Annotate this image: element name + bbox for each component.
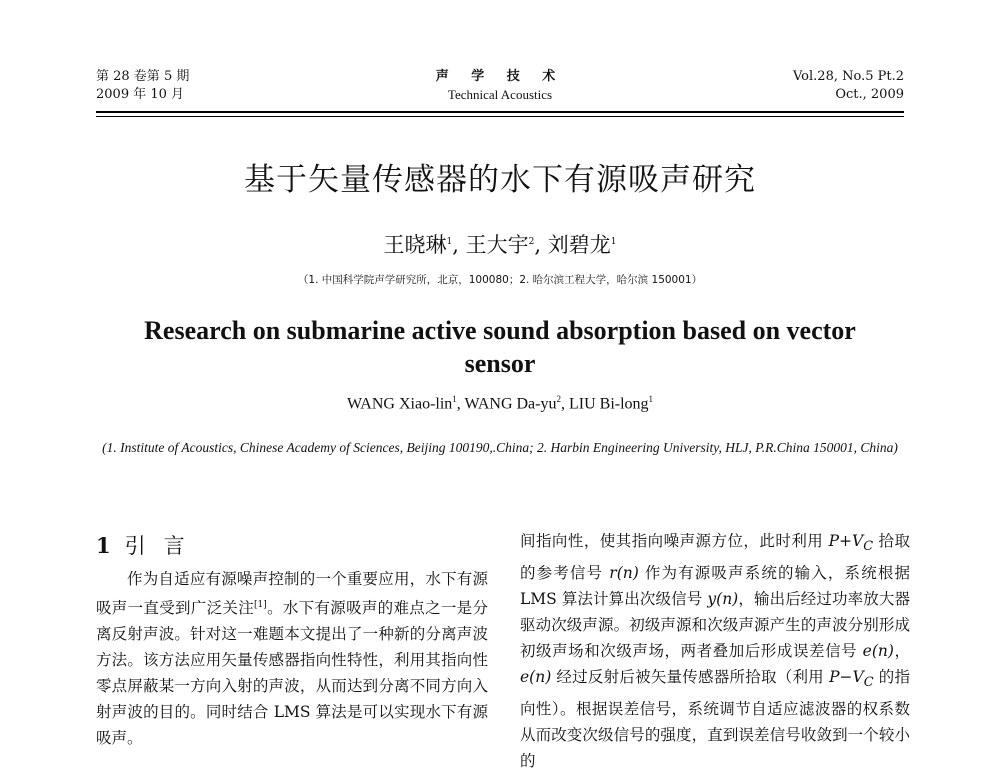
author-en-3: LIU Bi-long [568,395,649,413]
math-6-sub: C [863,675,874,691]
author-cn-3: 刘碧龙 [547,233,611,257]
math-6: P−V [829,668,864,687]
math-e-n-2: e(n) [520,668,552,687]
header-left [96,68,189,104]
author-cn-1-mark: 1 [446,237,453,247]
date-cn: 2009 年 10 月 [96,87,185,102]
math-y-n: y(n) [707,590,739,609]
author-en-2-mark: 2 [556,394,561,404]
math-1: P+V [828,532,864,550]
math-e-n-1: e(n) [862,642,894,661]
math-p-plus-vc [828,532,874,555]
title-cn: 基于矢量传感器的水下有源吸声研究 [244,162,756,198]
authors-en: WANG Xiao-lin$^1$, WANG $Da-yu^2$, LIU Bi-long$^1$ [346,394,654,413]
author-en-1-mark: 1 [452,394,457,404]
math-r-n: r(n) [609,564,639,583]
volume-cn: 第 28 卷第 5 期 [96,69,190,84]
header-center [380,68,620,104]
section-title: 引言 [124,534,203,558]
rc-text-6: 经过反射后被矢量传感器所拾取（利用 [551,668,830,687]
title-en: Research on submarine active sound absorption based on vector sensor [144,316,856,378]
section-heading [96,530,203,560]
author-en-2: WANG Da-yu [464,395,557,413]
para-text-a: 作为自适应有源噪声控制的一个重要应用，水下有源吸声一直受到广泛关注 [96,570,488,618]
rc-text-5: ， [893,642,910,661]
author-cn-1: 王晓琳 [383,233,447,257]
para-text-b: 。水下有源吸声的难点之一是分离反射声波。针对这一难题本文提出了一种新的分离声波方法。该方法应用矢量传感器指向性特性，利用其指向性零点屏蔽某一方向入射的声波，从而达到分离不同方向入射声波的目的。同时结合 LMS 算法是可以实现水下有源吸声。 [96,599,488,748]
header-rule-thick [96,111,904,113]
header-right [793,68,904,104]
rc-text-4: ，输出后经过功率放大器驱动次级声源。初级声源和次级声源产生的声波分别形成初级声场和次级声场，两者叠加后形成误差信号 [520,590,910,661]
author-en-3-mark: 1 [648,394,654,404]
section-number: 1 [96,533,111,558]
volume-en: Vol.28, No.5 Pt.2 [792,69,904,84]
journal-cn: 声 学 技 术 [435,69,565,84]
left-column-paragraph [96,566,488,751]
rc-text-1: 间指向性，使其指向噪声源方位，此时利用 [520,532,829,550]
rc-text-2: 拾取的参考信号 [520,532,910,583]
citation-ref: [1] [254,600,267,610]
math-p-minus-vc [829,668,874,691]
author-cn-2-mark: 2 [528,237,535,247]
journal-en: Technical Acoustics [447,87,553,102]
rc-text-7: 的指向性）。根据误差信号，系统调节自适应滤波器的权系数从而改变次级信号的强度，直到误差信号收敛到一个较小的 [520,668,910,771]
author-en-1: WANG Xiao-lin [346,395,453,413]
header-rule-thin [96,116,904,117]
right-column-paragraph [520,528,910,774]
authors-cn: 王晓琳$^1$, 王大宇$^2$, 刘碧龙$^1$ [383,233,617,257]
affiliation-cn: （1. 中国科学院声学研究所，北京，100080；2. 哈尔滨工程大学，哈尔滨 150001） [297,274,703,286]
math-1-sub: C [863,539,874,555]
author-cn-3-mark: 1 [610,237,617,247]
affiliation-en: (1. Institute of Acoustics, Chinese Academy of Sciences, Beijing 100190,.China; 2. Harbin Engineering University, HLJ, P.R.China 150001, China) [102,440,898,455]
rc-text-3: 作为有源吸声系统的输入，系统根据 LMS 算法计算出次级信号 [520,564,910,609]
author-cn-2: 王大宇 [465,233,529,257]
date-en: Oct., 2009 [835,87,904,102]
